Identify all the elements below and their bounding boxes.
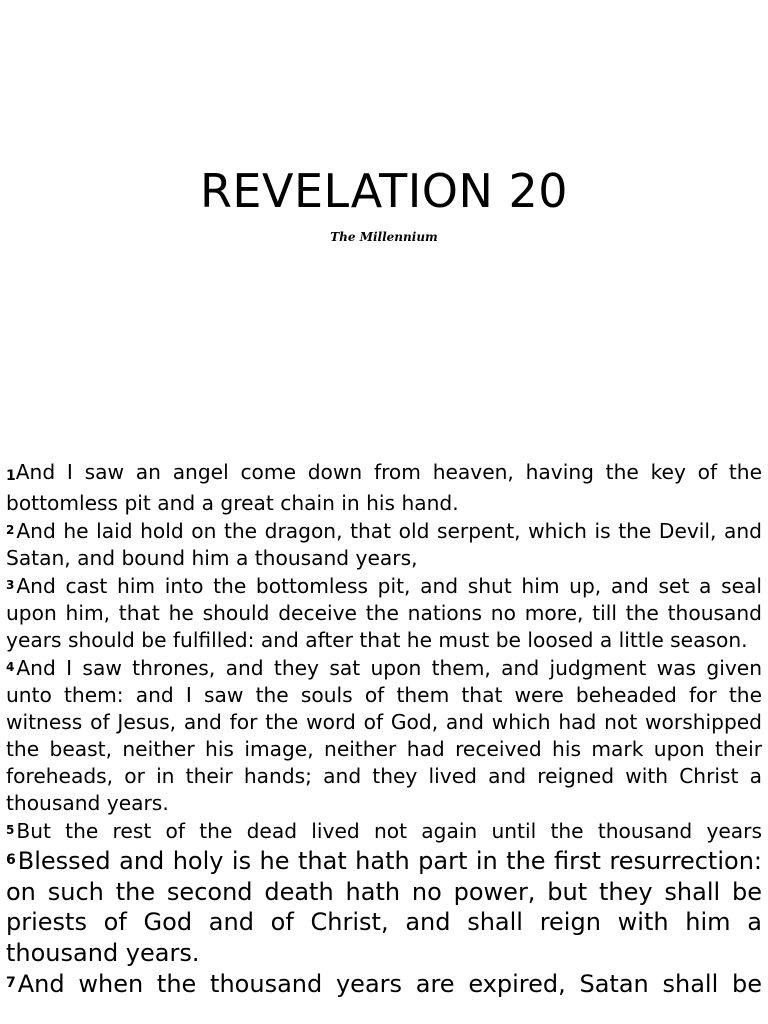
verse-number: 7 (6, 975, 16, 991)
verse-text: But the rest of the dead lived not again until the thousand years (16, 819, 762, 843)
verse-7 (6, 968, 762, 1000)
verse-number: 4 (6, 660, 15, 674)
verse-2 (6, 517, 762, 572)
page-title: REVELATION 20 (199, 164, 569, 218)
verse-number: 2 (6, 523, 15, 537)
verse-3 (6, 572, 762, 654)
verse-text: And I saw an angel come down from heaven, having the key of the bottomless pit and a great chain in his hand. (6, 460, 762, 515)
verse-number: 1 (6, 468, 16, 484)
verse-4 (6, 654, 762, 817)
verse-5 (6, 817, 762, 845)
verse-text: And I saw thrones, and they sat upon them, and judgment was given unto them: and I saw the souls of them that were beheaded for the witness of Jesus, and for the word of God, and which had not worshipped the beast, neither his image, neither had received his mark upon their foreheads, or in their hands; and they lived and reigned with Christ a thousand years. (6, 656, 762, 815)
verse-text: And when the thousand years are expired, Satan shall be (17, 970, 762, 998)
verse-list (6, 459, 762, 1000)
verse-text: And cast him into the bottomless pit, and shut him up, and set a seal upon him, that he should deceive the nations no more, till the thousand years should be fulfilled: and after that he must be loosed a little season. (6, 574, 762, 652)
verse-text: Blessed and holy is he that hath part in the first resurrection: on such the second death hath no power, but they shall be priests of God and of Christ, and shall reign with him a thousand years. (6, 847, 762, 967)
verse-1 (6, 459, 762, 517)
section-subtitle: The Millennium (330, 230, 438, 244)
verse-text: And he laid hold on the dragon, that old serpent, which is the Devil, and Satan, and bound him a thousand years, (6, 519, 762, 570)
verse-number: 3 (6, 578, 15, 592)
verse-number: 6 (6, 852, 16, 868)
verse-6 (6, 845, 762, 968)
verse-number: 5 (6, 823, 15, 837)
